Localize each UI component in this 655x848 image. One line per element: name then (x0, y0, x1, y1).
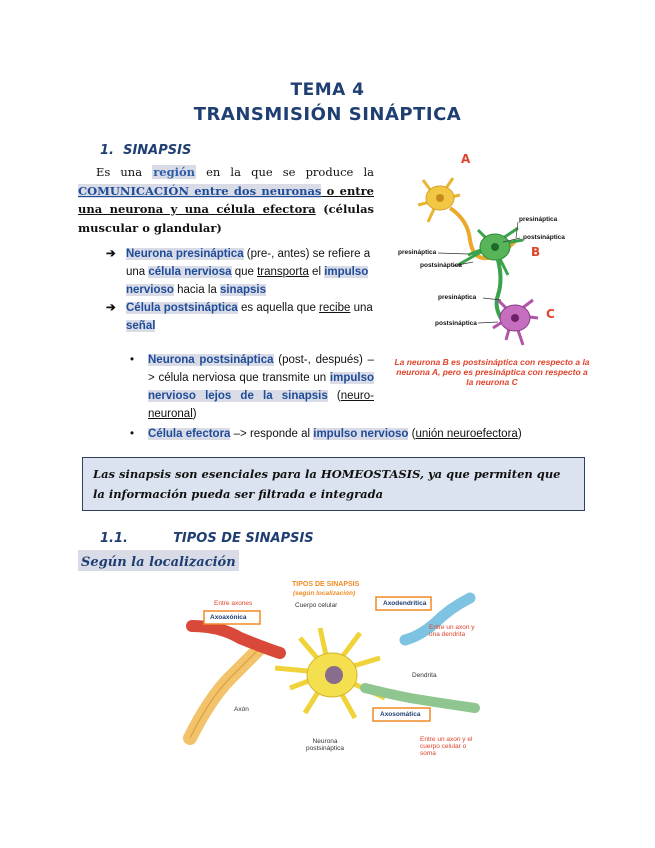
text: ( (408, 428, 416, 440)
text: el (308, 266, 325, 278)
term-celula-nerviosa: célula nerviosa (148, 266, 232, 278)
text: que (231, 266, 258, 278)
neuron-chain-figure (394, 150, 598, 390)
term-impulso-nervioso: impulso nervioso (313, 428, 409, 440)
label-axoaxonica: Axoaxónica (210, 614, 247, 621)
text: ) (192, 408, 197, 420)
arrow-bullet-icon: ➔ (106, 302, 116, 314)
page-title: TEMA 4 (290, 80, 365, 100)
term-neurona-postsinaptica: Neurona postsináptica (148, 354, 274, 366)
label-axosomatica: Axosomática (380, 711, 421, 718)
synapse-types-figure (180, 578, 485, 768)
subheading-localizacion (78, 550, 239, 571)
text: hacia la (173, 284, 220, 296)
section-title: TIPOS DE SINAPSIS (173, 531, 314, 546)
intro-paragraph (78, 163, 374, 237)
subheading-text: Según la localización (81, 555, 236, 570)
text: –> responde al (230, 428, 314, 440)
dot-item-neurona-postsinaptica (130, 351, 374, 423)
bullet-dot-icon: • (130, 354, 135, 366)
neuron-chain-illustration (398, 150, 598, 390)
homeostasis-note-box (82, 457, 585, 511)
label-entre-axon-cuerpo: Entre un axon y el cuerpo celular o soma (420, 736, 473, 757)
text: es aquella que (237, 302, 320, 314)
note-text: Las sinapsis son esenciales para la HOMEOSTASIS, ya que permiten que la información pueda ser filtrada e integrada (93, 467, 561, 501)
term-neuro-neuronal: neuro-neuronal (148, 390, 374, 420)
text: (post-, después) –> célula nerviosa que transmite un (148, 354, 375, 384)
label-entre-axon-dendrita: Entre un axon y una dendrita (429, 624, 475, 638)
intro-text-4: (células muscular o glandular) (78, 202, 374, 235)
arrow-bullet-icon: ➔ (106, 248, 116, 260)
bullet-dot-icon: • (130, 428, 135, 440)
label-a: A (461, 152, 471, 166)
label-entre-axones: Entre axones (214, 600, 253, 607)
arrow-item-presinaptica (106, 245, 376, 299)
label-postsinaptica-2: postsináptica (420, 262, 462, 269)
arrow-item-postsinaptica (106, 299, 376, 335)
term-recibe: recibe (319, 302, 351, 314)
label-dendrita: Dendrita (412, 672, 437, 679)
section-title: SINAPSIS (123, 143, 192, 158)
term-region: región (153, 165, 196, 179)
figure-caption: La neurona B es postsináptica con respecto a la neurona A, pero es presináptica con respecto a la neurona C (394, 357, 590, 387)
label-neurona-postsinaptica: Neurona postsináptica (306, 738, 344, 752)
label-presinaptica-3: presináptica (438, 294, 477, 301)
term-comunicacion: COMUNICACIÓN entre dos neuronas (78, 183, 322, 198)
term-impulso: impulso nervioso (126, 266, 369, 296)
section-heading-sinapsis (100, 139, 191, 158)
postsynaptic-neuron-body (275, 628, 385, 718)
text: (pre-, antes) se refiere a una (126, 248, 371, 278)
intro-text-3: o entre una neurona y una célula efectora (78, 183, 374, 216)
figure2-title: TIPOS DE SINAPSIS (292, 581, 360, 588)
intro-text-1: Es una (96, 165, 153, 179)
term-impulso-lejos: impulso nervioso lejos de la sinapsis (148, 372, 374, 402)
term-celula-postsinaptica: Célula postsináptica (126, 302, 238, 314)
label-presinaptica-1: presináptica (519, 216, 558, 223)
section-number: 1.1. (100, 531, 128, 546)
label-c: C (546, 307, 555, 321)
text: ( (327, 390, 341, 402)
term-celula-efectora: Célula efectora (148, 428, 231, 440)
figure2-subtitle: (según localización) (293, 590, 356, 597)
term-union-neuroefectora: unión neuroefectora (415, 428, 518, 440)
section-number: 1. (100, 143, 114, 158)
term-transporta: transporta (257, 266, 309, 278)
term-neurona-presinaptica: Neurona presináptica (126, 248, 244, 260)
term-sinapsis: sinapsis (219, 284, 266, 296)
label-b: B (531, 245, 541, 259)
label-axodendritica: Axodendrítica (383, 600, 427, 607)
label-postsinaptica-1: postsináptica (523, 234, 565, 241)
page-subtitle: TRANSMISIÓN SINÁPTICA (193, 104, 462, 125)
section-heading-tipos (100, 527, 314, 546)
label-presinaptica-2: presináptica (398, 249, 437, 256)
neuron-c (493, 300, 538, 345)
term-senal: señal (126, 320, 156, 332)
label-axon: Axón (234, 706, 249, 713)
label-cuerpo-celular: Cuerpo celular (295, 602, 338, 609)
intro-text-2: en la que se produce la (196, 165, 375, 179)
dot-item-celula-efectora (130, 425, 570, 443)
label-postsinaptica-3: postsináptica (435, 320, 477, 327)
text: una (350, 302, 373, 314)
text: ) (517, 428, 522, 440)
